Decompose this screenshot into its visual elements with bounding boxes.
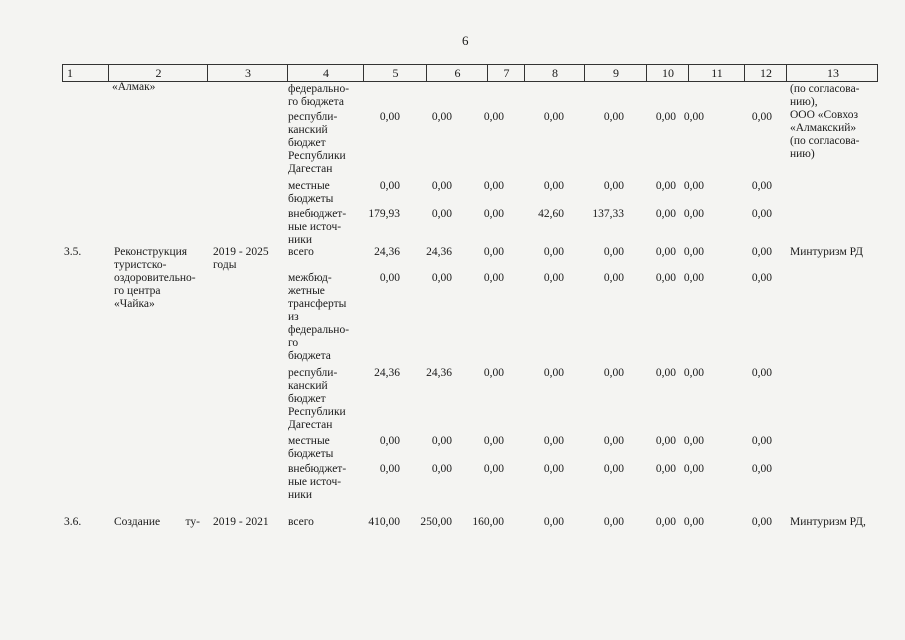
item35-row4-col7: 0,00 bbox=[483, 463, 504, 475]
item35-row1-col6: 0,00 bbox=[431, 272, 452, 284]
item35-row3-col12: 0,00 bbox=[751, 435, 772, 447]
cont-row1-col10: 0,00 bbox=[655, 111, 676, 123]
funding-source-label: внебюджет- ные источ- ники bbox=[288, 463, 347, 501]
responsible-note: (по согласова- нию), ООО «Совхоз «Алмакский» (по согласова- нию) bbox=[790, 83, 860, 160]
item-name: «Алмак» bbox=[112, 81, 156, 93]
item35-row1-col7: 0,00 bbox=[483, 272, 504, 284]
item35-row1-col12: 0,00 bbox=[751, 272, 772, 284]
header-cell-12: 12 bbox=[744, 65, 787, 81]
item35-row3-col11: 0,00 bbox=[683, 435, 704, 447]
item36-row0-col11: 0,00 bbox=[683, 516, 704, 528]
header-cell-10: 10 bbox=[646, 65, 689, 81]
item35-row0-col7: 0,00 bbox=[483, 246, 504, 258]
cont-row2-col8: 0,00 bbox=[543, 180, 564, 192]
cont-row3-col12: 0,00 bbox=[751, 208, 772, 220]
item-name-part: Создание bbox=[114, 516, 161, 528]
item35-row4-col9: 0,00 bbox=[603, 463, 624, 475]
item35-row3-col10: 0,00 bbox=[655, 435, 676, 447]
funding-source-label: внебюджет- ные источ- ники bbox=[288, 208, 347, 246]
item35-row0-col10: 0,00 bbox=[655, 246, 676, 258]
item35-row2-col9: 0,00 bbox=[603, 367, 624, 379]
item35-row0-col8: 0,00 bbox=[543, 246, 564, 258]
cont-row1-col5: 0,00 bbox=[379, 111, 400, 123]
item35-row1-col5: 0,00 bbox=[379, 272, 400, 284]
funding-source-label: республи- канский бюджет Республики Дагестан bbox=[288, 367, 346, 431]
item36-row0-col12: 0,00 bbox=[751, 516, 772, 528]
cont-row3-col5: 179,93 bbox=[368, 208, 400, 220]
responsible-note: Минтуризм РД bbox=[790, 246, 863, 258]
cont-row2-col10: 0,00 bbox=[655, 180, 676, 192]
item35-row3-col5: 0,00 bbox=[379, 435, 400, 447]
item35-row2-col11: 0,00 bbox=[683, 367, 704, 379]
item35-row0-col12: 0,00 bbox=[751, 246, 772, 258]
funding-source-label: местные бюджеты bbox=[288, 435, 334, 460]
header-right-border bbox=[877, 65, 878, 81]
cont-row2-col11: 0,00 bbox=[683, 180, 704, 192]
item35-row4-col6: 0,00 bbox=[431, 463, 452, 475]
item35-row2-col7: 0,00 bbox=[483, 367, 504, 379]
cont-row1-col12: 0,00 bbox=[751, 111, 772, 123]
item35-row3-col7: 0,00 bbox=[483, 435, 504, 447]
header-cell-7: 7 bbox=[487, 65, 525, 81]
item-name: Реконструкция туристско- оздоровительно- го центра «Чайка» bbox=[114, 246, 196, 310]
cont-row3-col11: 0,00 bbox=[683, 208, 704, 220]
item36-row0-col8: 0,00 bbox=[543, 516, 564, 528]
item36-row0-col10: 0,00 bbox=[655, 516, 676, 528]
item-number: 3.6. bbox=[64, 516, 82, 528]
item35-row1-col9: 0,00 bbox=[603, 272, 624, 284]
header-cell-2: 2 bbox=[108, 65, 208, 81]
cont-row2-col12: 0,00 bbox=[751, 180, 772, 192]
item35-row1-col8: 0,00 bbox=[543, 272, 564, 284]
item35-row0-col11: 0,00 bbox=[683, 246, 704, 258]
cont-row1-col11: 0,00 bbox=[683, 111, 704, 123]
item35-row4-col11: 0,00 bbox=[683, 463, 704, 475]
item36-row0-col6: 250,00 bbox=[420, 516, 452, 528]
cont-row3-col10: 0,00 bbox=[655, 208, 676, 220]
header-cell-4: 4 bbox=[287, 65, 364, 81]
item35-row2-col6: 24,36 bbox=[426, 367, 452, 379]
cont-row1-col9: 0,00 bbox=[603, 111, 624, 123]
funding-source-label: межбюд- жетные трансферты из федерально- го бюджета bbox=[288, 272, 350, 362]
cont-row2-col7: 0,00 bbox=[483, 180, 504, 192]
item-number: 3.5. bbox=[64, 246, 82, 258]
item35-row4-col10: 0,00 bbox=[655, 463, 676, 475]
funding-source-label: федерально- го бюджета bbox=[288, 83, 350, 108]
item35-row2-col8: 0,00 bbox=[543, 367, 564, 379]
cont-row2-col5: 0,00 bbox=[379, 180, 400, 192]
item35-row1-col11: 0,00 bbox=[683, 272, 704, 284]
item36-row0-col5: 410,00 bbox=[368, 516, 400, 528]
cont-row3-col9: 137,33 bbox=[592, 208, 624, 220]
funding-source-label: всего bbox=[288, 246, 314, 258]
item-period: 2019 - 2025 годы bbox=[213, 246, 269, 271]
item36-row0-col7: 160,00 bbox=[472, 516, 504, 528]
item35-row1-col10: 0,00 bbox=[655, 272, 676, 284]
item35-row4-col5: 0,00 bbox=[379, 463, 400, 475]
cont-row1-col7: 0,00 bbox=[483, 111, 504, 123]
item36-row0-col9: 0,00 bbox=[603, 516, 624, 528]
header-cell-6: 6 bbox=[426, 65, 488, 81]
cont-row3-col7: 0,00 bbox=[483, 208, 504, 220]
cont-row1-col6: 0,00 bbox=[431, 111, 452, 123]
item35-row2-col5: 24,36 bbox=[374, 367, 400, 379]
item35-row3-col9: 0,00 bbox=[603, 435, 624, 447]
cont-row3-col6: 0,00 bbox=[431, 208, 452, 220]
funding-source-label: местные бюджеты bbox=[288, 180, 334, 205]
header-cell-9: 9 bbox=[584, 65, 647, 81]
item35-row0-col5: 24,36 bbox=[374, 246, 400, 258]
item-period: 2019 - 2021 bbox=[213, 516, 269, 528]
table-header bbox=[62, 64, 878, 82]
responsible-note: Минтуризм РД, bbox=[790, 516, 866, 528]
header-cell-5: 5 bbox=[363, 65, 427, 81]
funding-source-label: всего bbox=[288, 516, 314, 528]
item35-row3-col6: 0,00 bbox=[431, 435, 452, 447]
item35-row2-col12: 0,00 bbox=[751, 367, 772, 379]
header-cell-1: 1 bbox=[62, 65, 108, 81]
item35-row2-col10: 0,00 bbox=[655, 367, 676, 379]
header-cell-8: 8 bbox=[524, 65, 585, 81]
cont-row3-col8: 42,60 bbox=[538, 208, 564, 220]
page-number: 6 bbox=[462, 33, 469, 48]
header-cell-11: 11 bbox=[688, 65, 745, 81]
cont-row2-col9: 0,00 bbox=[603, 180, 624, 192]
funding-source-label: республи- канский бюджет Республики Дагестан bbox=[288, 111, 346, 175]
item35-row4-col12: 0,00 bbox=[751, 463, 772, 475]
header-cell-3: 3 bbox=[207, 65, 288, 81]
cont-row1-col8: 0,00 bbox=[543, 111, 564, 123]
item-name bbox=[114, 516, 200, 529]
item35-row4-col8: 0,00 bbox=[543, 463, 564, 475]
item35-row3-col8: 0,00 bbox=[543, 435, 564, 447]
cont-row2-col6: 0,00 bbox=[431, 180, 452, 192]
item35-row0-col9: 0,00 bbox=[603, 246, 624, 258]
item-name-part: ту- bbox=[185, 516, 200, 528]
header-cell-13: 13 bbox=[786, 65, 879, 81]
item35-row0-col6: 24,36 bbox=[426, 246, 452, 258]
